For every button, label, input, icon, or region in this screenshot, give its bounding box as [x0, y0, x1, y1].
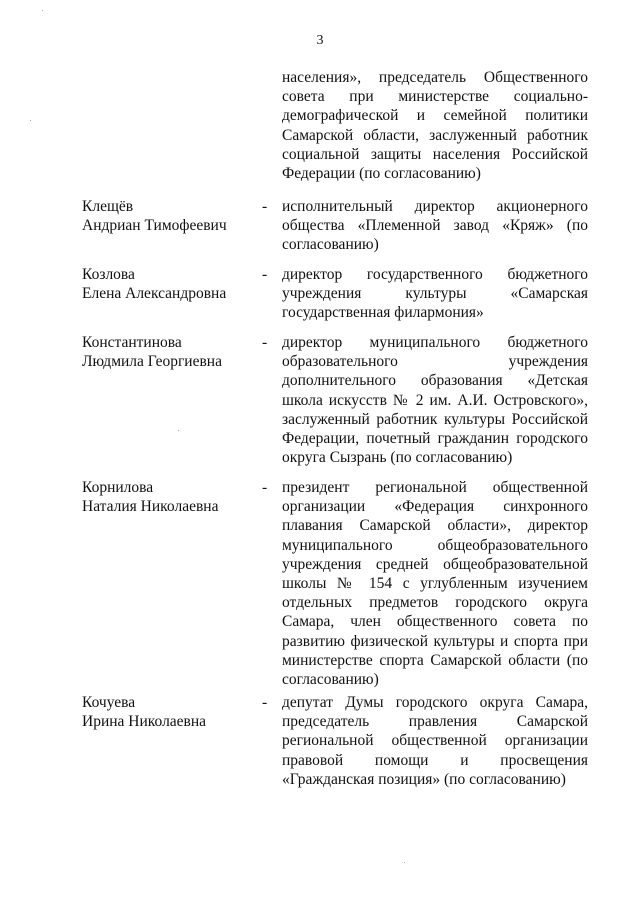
- continuation-text: населения», председатель Общественного совета при министерстве социально-демографической и семейной политики Самарской области, заслуженный работник социальной защиты населения Российской Федерации (по согласованию): [282, 69, 588, 183]
- scan-speck: [30, 120, 31, 121]
- member-surname: Корнилова: [82, 479, 154, 496]
- member-name: [82, 333, 262, 371]
- member-description: депутат Думы городского округа Самара, председатель правления Самарской региональной общественной организации правовой помощи и просвещения «Гражданская позиция» (по согласованию): [282, 694, 588, 788]
- dash-separator: -: [262, 266, 268, 283]
- member-surname: Константинова: [82, 334, 182, 351]
- member-name: [82, 693, 262, 731]
- member-name: [82, 478, 262, 516]
- member-given-names: Елена Александровна: [82, 285, 227, 303]
- member-description: исполнительный директор акционерного общества «Племенной завод «Кряж» (по согласованию): [282, 198, 588, 254]
- member-name: [82, 197, 262, 235]
- member-description: директор муниципального бюджетного образовательного учреждения дополнительного образования «Детская школа искусств № 2 им. А.И. Островского», заслуженный работник культуры Российской Федерации, почетный гражданин городского округа Сызрань (по согласованию): [282, 334, 588, 467]
- member-given-names: Наталия Николаевна: [82, 498, 219, 516]
- member-description: президент региональной общественной организации «Федерация синхронного плавания Самарской области», директор муниципального общеобразовательного учреждения средней общеобразовательной школы № 154 с углубленным изучением отдельных предметов городского округа Самара, член общественного совета по развитию физической культуры и спорта при министерстве спорта Самарской области (по согласованию): [282, 479, 588, 689]
- member-given-names: Андриан Тимофеевич: [82, 217, 227, 235]
- scan-speck: [404, 862, 405, 863]
- member-description: директор государственного бюджетного учреждения культуры «Самарская государственная филармония»: [282, 266, 588, 322]
- scan-speck: [178, 430, 179, 431]
- dash-separator: -: [262, 479, 268, 496]
- dash-separator: -: [262, 198, 268, 215]
- member-surname: Кочуева: [82, 694, 136, 711]
- member-name: [82, 265, 262, 303]
- scan-speck: [42, 10, 43, 11]
- member-given-names: Ирина Николаевна: [82, 713, 207, 731]
- member-given-names: Людмила Георгиевна: [82, 353, 222, 371]
- member-surname: Клещёв: [82, 198, 134, 215]
- dash-separator: -: [262, 334, 268, 351]
- member-surname: Козлова: [82, 266, 135, 283]
- dash-separator: -: [262, 694, 268, 711]
- page-number: 3: [316, 33, 324, 48]
